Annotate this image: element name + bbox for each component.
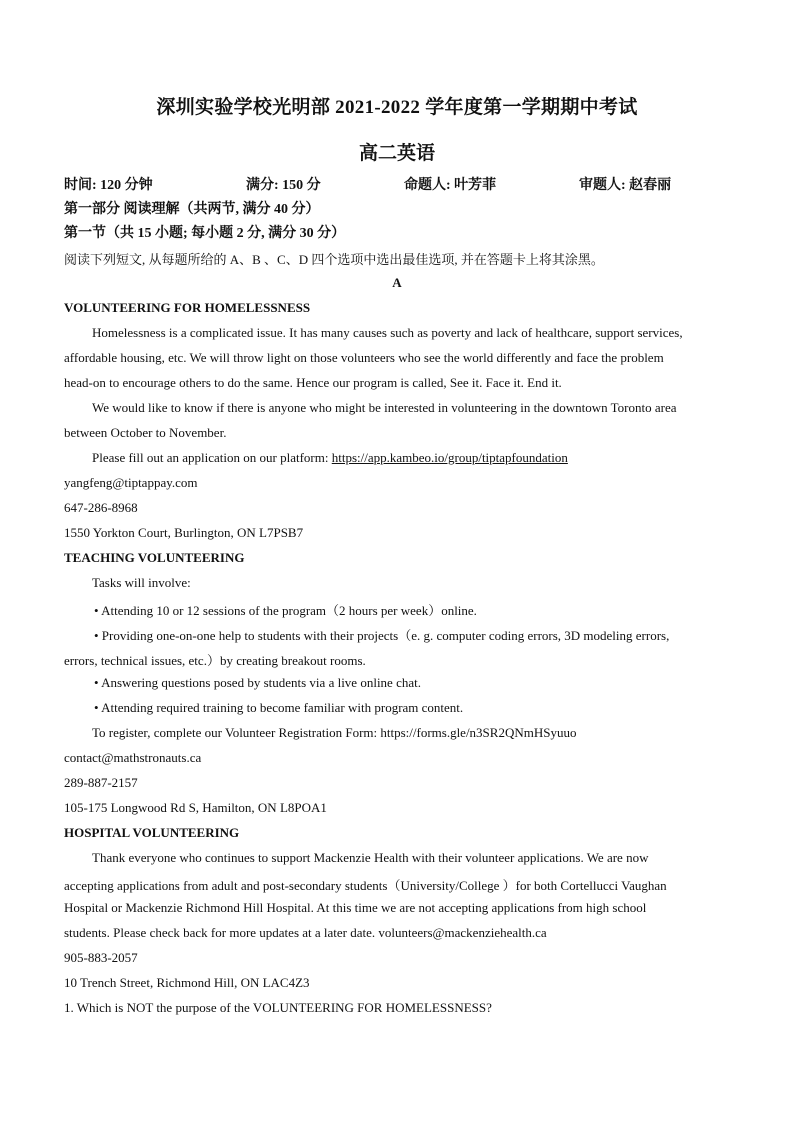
apply-text: Please fill out an application on our platform: [92, 450, 332, 465]
hospital-address: 10 Trench Street, Richmond Hill, ON LAC4Z3 [64, 975, 310, 990]
exam-author: 命题人: 叶芳菲 [404, 178, 497, 193]
instructions: 阅读下列短文, 从每题所给的 A、B 、C、D 四个选项中选出最佳选项, 并在答题卡上将其涂黑。 [64, 252, 604, 267]
exam-time: 时间: 120 分钟 [64, 178, 153, 193]
exam-subtitle: 高二英语 [358, 143, 435, 164]
section-heading: 第一节（共 15 小题; 每小题 2 分, 满分 30 分） [64, 226, 346, 241]
hospital-phone: 905-883-2057 [64, 950, 138, 965]
task-item: • Answering questions posed by students via a live online chat. [94, 675, 421, 690]
homeless-phone: 647-286-8968 [64, 500, 138, 515]
hospital-text-line: Hospital or Mackenzie Richmond Hill Hospital. At this time we are not accepting applications from high school [64, 900, 647, 915]
passage-label: A [392, 275, 402, 290]
tasks-intro: Tasks will involve: [92, 575, 191, 590]
homeless-address: 1550 Yorkton Court, Burlington, ON L7PSB7 [64, 525, 304, 540]
hospital-text-line: accepting applications from adult and post-secondary students（University/College ）for both Cortellucci Vaughan [64, 878, 667, 893]
homeless-text-line: Homelessness is a complicated issue. It has many causes such as poverty and lack of healthcare, support services, [92, 325, 683, 340]
teaching-email: contact@mathstronauts.ca [64, 750, 202, 765]
homeless-email: yangfeng@tiptappay.com [64, 475, 198, 490]
homeless-text-line: We would like to know if there is anyone who might be interested in volunteering in the downtown Toronto area [92, 400, 677, 415]
homeless-apply-line [92, 450, 568, 466]
task-item: • Attending required training to become familiar with program content. [94, 700, 464, 715]
question-1: 1. Which is NOT the purpose of the VOLUNTEERING FOR HOMELESSNESS? [64, 1000, 492, 1015]
homeless-text-line: between October to November. [64, 425, 227, 440]
part-heading: 第一部分 阅读理解（共两节, 满分 40 分） [64, 202, 320, 217]
exam-score: 满分: 150 分 [246, 178, 321, 193]
register-line: To register, complete our Volunteer Registration Form: https://forms.gle/n3SR2QNmHSyuuo [92, 725, 577, 740]
homeless-heading: VOLUNTEERING FOR HOMELESSNESS [64, 300, 311, 315]
hospital-text-line: Thank everyone who continues to support Mackenzie Health with their volunteer applications. We are now [92, 850, 649, 865]
teaching-heading: TEACHING VOLUNTEERING [64, 550, 245, 565]
hospital-text-line: students. Please check back for more updates at a later date. volunteers@mackenziehealth.ca [64, 925, 547, 940]
task-item-continuation: errors, technical issues, etc.）by creating breakout rooms. [64, 653, 366, 668]
hospital-heading: HOSPITAL VOLUNTEERING [64, 825, 240, 840]
homeless-text-line: affordable housing, etc. We will throw light on those volunteers who see the world differently and face the problem [64, 350, 664, 365]
teaching-phone: 289-887-2157 [64, 775, 138, 790]
task-item: • Attending 10 or 12 sessions of the program（2 hours per week）online. [94, 603, 477, 618]
exam-reviewer: 审题人: 赵春丽 [579, 178, 672, 193]
task-item: • Providing one-on-one help to students with their projects（e. g. computer coding errors, 3D modeling errors, [94, 628, 670, 643]
teaching-address: 105-175 Longwood Rd S, Hamilton, ON L8POA1 [64, 800, 327, 815]
application-link[interactable]: https://app.kambeo.io/group/tiptapfoundation [331, 450, 568, 465]
exam-title: 深圳实验学校光明部 2021-2022 学年度第一学期期中考试 [156, 97, 638, 118]
homeless-text-line: head-on to encourage others to do the same. Hence our program is called, See it. Face it. End it. [64, 375, 562, 390]
